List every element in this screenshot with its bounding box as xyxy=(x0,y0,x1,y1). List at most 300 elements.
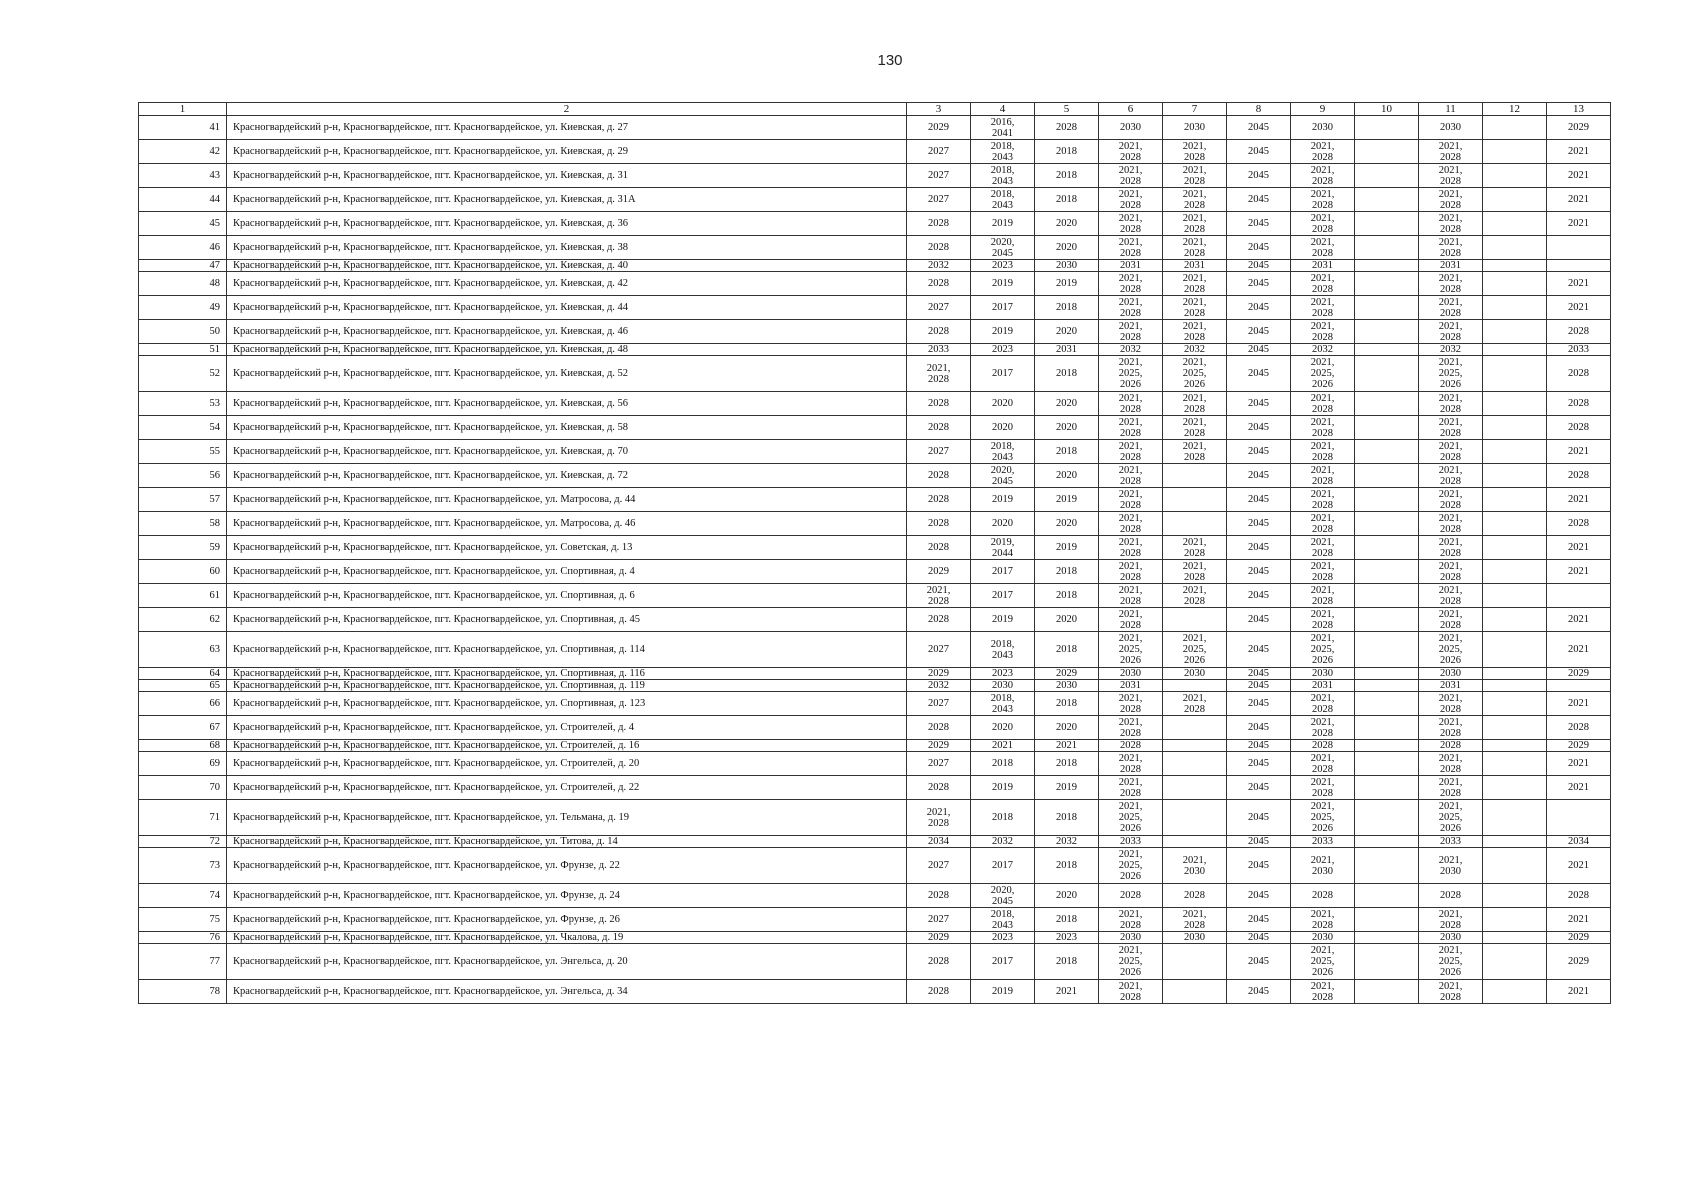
row-number-cell: 53 xyxy=(139,392,227,416)
year-cell xyxy=(1483,236,1547,260)
year-cell: 2019 xyxy=(971,212,1035,236)
year-cell: 2021, 2028 xyxy=(1099,236,1163,260)
year-cell: 2021, 2028 xyxy=(1163,584,1227,608)
year-cell: 2045 xyxy=(1227,668,1291,680)
row-number-cell: 47 xyxy=(139,260,227,272)
year-cell: 2028 xyxy=(1419,884,1483,908)
address-cell: Красногвардейский р-н, Красногвардейское, пгт. Красногвардейское, ул. Киевская, д. 42 xyxy=(227,272,907,296)
row-number-cell: 52 xyxy=(139,356,227,392)
year-cell: 2021, 2025, 2026 xyxy=(1099,356,1163,392)
year-cell: 2018 xyxy=(1035,140,1099,164)
year-cell xyxy=(1483,440,1547,464)
year-cell: 2021, 2028 xyxy=(1291,164,1355,188)
row-number-cell: 58 xyxy=(139,512,227,536)
year-cell: 2021, 2025, 2026 xyxy=(1291,800,1355,836)
year-cell: 2021 xyxy=(1547,272,1611,296)
row-number-cell: 43 xyxy=(139,164,227,188)
year-cell xyxy=(1483,344,1547,356)
year-cell xyxy=(1355,260,1419,272)
year-cell xyxy=(1163,800,1227,836)
year-cell: 2031 xyxy=(1291,680,1355,692)
year-cell xyxy=(1163,608,1227,632)
year-cell: 2021, 2028 xyxy=(1099,188,1163,212)
year-cell xyxy=(1355,680,1419,692)
year-cell: 2031 xyxy=(1035,344,1099,356)
year-cell xyxy=(1483,536,1547,560)
column-header: 11 xyxy=(1419,103,1483,116)
year-cell: 2027 xyxy=(907,140,971,164)
year-cell: 2031 xyxy=(1291,260,1355,272)
year-cell: 2032 xyxy=(1291,344,1355,356)
year-cell: 2021, 2025, 2026 xyxy=(1419,944,1483,980)
year-cell: 2019 xyxy=(971,272,1035,296)
row-number-cell: 42 xyxy=(139,140,227,164)
column-header: 5 xyxy=(1035,103,1099,116)
year-cell: 2045 xyxy=(1227,752,1291,776)
year-cell: 2017 xyxy=(971,944,1035,980)
year-cell: 2021 xyxy=(1547,692,1611,716)
address-cell: Красногвардейский р-н, Красногвардейское, пгт. Красногвардейское, ул. Киевская, д. 56 xyxy=(227,392,907,416)
row-number-cell: 59 xyxy=(139,536,227,560)
year-cell xyxy=(1355,488,1419,512)
year-cell: 2045 xyxy=(1227,800,1291,836)
year-cell xyxy=(1483,164,1547,188)
year-cell: 2045 xyxy=(1227,776,1291,800)
row-number-cell: 78 xyxy=(139,980,227,1004)
year-cell xyxy=(1163,752,1227,776)
year-cell: 2027 xyxy=(907,692,971,716)
year-cell: 2027 xyxy=(907,440,971,464)
year-cell: 2021, 2028 xyxy=(1099,608,1163,632)
year-cell xyxy=(1483,932,1547,944)
year-cell xyxy=(1163,512,1227,536)
year-cell xyxy=(1483,608,1547,632)
year-cell: 2017 xyxy=(971,848,1035,884)
year-cell xyxy=(1163,980,1227,1004)
year-cell xyxy=(1483,776,1547,800)
address-cell: Красногвардейский р-н, Красногвардейское, пгт. Красногвардейское, ул. Матросова, д. 44 xyxy=(227,488,907,512)
year-cell xyxy=(1355,584,1419,608)
year-cell: 2021, 2028 xyxy=(1291,140,1355,164)
table-row xyxy=(139,608,1611,632)
table-row xyxy=(139,944,1611,980)
year-cell: 2021, 2028 xyxy=(907,356,971,392)
year-cell: 2030 xyxy=(1163,932,1227,944)
year-cell xyxy=(1355,716,1419,740)
row-number-cell: 61 xyxy=(139,584,227,608)
year-cell: 2021, 2028 xyxy=(1099,416,1163,440)
year-cell: 2021, 2025, 2026 xyxy=(1419,800,1483,836)
year-cell: 2021, 2028 xyxy=(1163,188,1227,212)
year-cell: 2020 xyxy=(1035,236,1099,260)
year-cell xyxy=(1163,776,1227,800)
year-cell: 2027 xyxy=(907,632,971,668)
year-cell: 2020 xyxy=(971,716,1035,740)
table-row xyxy=(139,512,1611,536)
year-cell: 2020, 2045 xyxy=(971,236,1035,260)
year-cell: 2019 xyxy=(1035,536,1099,560)
year-cell xyxy=(1163,716,1227,740)
year-cell: 2021, 2028 xyxy=(1099,392,1163,416)
year-cell xyxy=(1483,848,1547,884)
row-number-cell: 54 xyxy=(139,416,227,440)
year-cell: 2021, 2028 xyxy=(1291,296,1355,320)
year-cell: 2031 xyxy=(1419,260,1483,272)
year-cell: 2018 xyxy=(1035,188,1099,212)
year-cell xyxy=(1483,908,1547,932)
year-cell: 2018 xyxy=(1035,692,1099,716)
year-cell: 2021, 2028 xyxy=(1419,440,1483,464)
address-cell: Красногвардейский р-н, Красногвардейское, пгт. Красногвардейское, ул. Киевская, д. 44 xyxy=(227,296,907,320)
year-cell xyxy=(1483,836,1547,848)
address-cell: Красногвардейский р-н, Красногвардейское, пгт. Красногвардейское, ул. Фрунзе, д. 22 xyxy=(227,848,907,884)
year-cell xyxy=(1355,464,1419,488)
address-cell: Красногвардейский р-н, Красногвардейское, пгт. Красногвардейское, ул. Матросова, д. 46 xyxy=(227,512,907,536)
address-cell: Красногвардейский р-н, Красногвардейское, пгт. Красногвардейское, ул. Спортивная, д. 116 xyxy=(227,668,907,680)
year-cell: 2023 xyxy=(1035,932,1099,944)
year-cell: 2018, 2043 xyxy=(971,164,1035,188)
row-number-cell: 68 xyxy=(139,740,227,752)
year-cell: 2021, 2028 xyxy=(907,584,971,608)
year-cell: 2045 xyxy=(1227,140,1291,164)
year-cell: 2028 xyxy=(1547,392,1611,416)
year-cell xyxy=(1355,512,1419,536)
table-row xyxy=(139,632,1611,668)
year-cell: 2018, 2043 xyxy=(971,908,1035,932)
year-cell: 2021, 2028 xyxy=(1099,560,1163,584)
row-number-cell: 75 xyxy=(139,908,227,932)
year-cell: 2030 xyxy=(1099,932,1163,944)
row-number-cell: 64 xyxy=(139,668,227,680)
year-cell: 2045 xyxy=(1227,836,1291,848)
year-cell: 2029 xyxy=(1547,944,1611,980)
address-cell: Красногвардейский р-н, Красногвардейское, пгт. Красногвардейское, ул. Спортивная, д. 45 xyxy=(227,608,907,632)
year-cell xyxy=(1483,356,1547,392)
column-header: 1 xyxy=(139,103,227,116)
address-cell: Красногвардейский р-н, Красногвардейское, пгт. Красногвардейское, ул. Киевская, д. 40 xyxy=(227,260,907,272)
address-cell: Красногвардейский р-н, Красногвардейское, пгт. Красногвардейское, ул. Строителей, д. 22 xyxy=(227,776,907,800)
row-number-cell: 77 xyxy=(139,944,227,980)
year-cell: 2045 xyxy=(1227,296,1291,320)
year-cell: 2018 xyxy=(1035,440,1099,464)
year-cell: 2021, 2025, 2026 xyxy=(1419,356,1483,392)
year-cell: 2021, 2028 xyxy=(1099,164,1163,188)
year-cell: 2045 xyxy=(1227,848,1291,884)
year-cell: 2021 xyxy=(1547,980,1611,1004)
column-header: 4 xyxy=(971,103,1035,116)
year-cell: 2045 xyxy=(1227,416,1291,440)
year-cell: 2028 xyxy=(1099,884,1163,908)
year-cell xyxy=(1483,464,1547,488)
year-cell: 2021 xyxy=(971,740,1035,752)
year-cell: 2021, 2028 xyxy=(1419,164,1483,188)
year-cell: 2027 xyxy=(907,188,971,212)
year-cell: 2028 xyxy=(907,236,971,260)
row-number-cell: 62 xyxy=(139,608,227,632)
year-cell: 2021 xyxy=(1547,164,1611,188)
table-row xyxy=(139,272,1611,296)
address-cell: Красногвардейский р-н, Красногвардейское, пгт. Красногвардейское, ул. Киевская, д. 58 xyxy=(227,416,907,440)
year-cell: 2017 xyxy=(971,560,1035,584)
year-cell: 2018 xyxy=(1035,944,1099,980)
year-cell: 2019 xyxy=(971,320,1035,344)
year-cell xyxy=(1483,272,1547,296)
year-cell: 2021, 2028 xyxy=(1291,212,1355,236)
year-cell: 2028 xyxy=(907,512,971,536)
year-cell: 2018 xyxy=(1035,632,1099,668)
column-header: 2 xyxy=(227,103,907,116)
year-cell: 2018 xyxy=(1035,164,1099,188)
year-cell: 2030 xyxy=(1035,680,1099,692)
year-cell: 2021 xyxy=(1547,488,1611,512)
year-cell xyxy=(1355,416,1419,440)
page-number: 130 xyxy=(877,52,903,69)
address-cell: Красногвардейский р-н, Красногвардейское, пгт. Красногвардейское, ул. Спортивная, д. 119 xyxy=(227,680,907,692)
year-cell xyxy=(1355,932,1419,944)
year-cell: 2021 xyxy=(1547,752,1611,776)
year-cell: 2033 xyxy=(907,344,971,356)
year-cell xyxy=(1355,296,1419,320)
year-cell: 2016, 2041 xyxy=(971,116,1035,140)
year-cell: 2021 xyxy=(1547,848,1611,884)
year-cell: 2021 xyxy=(1547,536,1611,560)
address-cell: Красногвардейский р-н, Красногвардейское, пгт. Красногвардейское, ул. Строителей, д. 16 xyxy=(227,740,907,752)
year-cell: 2020, 2045 xyxy=(971,884,1035,908)
table-row xyxy=(139,464,1611,488)
year-cell: 2017 xyxy=(971,356,1035,392)
year-cell: 2021, 2028 xyxy=(1291,464,1355,488)
row-number-cell: 67 xyxy=(139,716,227,740)
address-cell: Красногвардейский р-н, Красногвардейское, пгт. Красногвардейское, ул. Киевская, д. 36 xyxy=(227,212,907,236)
year-cell: 2028 xyxy=(1547,320,1611,344)
year-cell: 2033 xyxy=(1547,344,1611,356)
year-cell: 2030 xyxy=(1419,932,1483,944)
year-cell: 2032 xyxy=(907,260,971,272)
year-cell: 2030 xyxy=(1419,116,1483,140)
year-cell: 2030 xyxy=(1163,116,1227,140)
table-row xyxy=(139,140,1611,164)
year-cell: 2021 xyxy=(1547,296,1611,320)
year-cell: 2029 xyxy=(1035,668,1099,680)
year-cell xyxy=(1483,392,1547,416)
year-cell: 2045 xyxy=(1227,980,1291,1004)
row-number-cell: 51 xyxy=(139,344,227,356)
address-cell: Красногвардейский р-н, Красногвардейское, пгт. Красногвардейское, ул. Спортивная, д. 4 xyxy=(227,560,907,584)
year-cell: 2021, 2028 xyxy=(1291,416,1355,440)
year-cell: 2027 xyxy=(907,164,971,188)
address-cell: Красногвардейский р-н, Красногвардейское, пгт. Красногвардейское, ул. Киевская, д. 38 xyxy=(227,236,907,260)
year-cell: 2021, 2028 xyxy=(1291,188,1355,212)
year-cell xyxy=(1547,584,1611,608)
address-cell: Красногвардейский р-н, Красногвардейское, пгт. Красногвардейское, ул. Спортивная, д. 114 xyxy=(227,632,907,668)
year-cell xyxy=(1483,188,1547,212)
row-number-cell: 55 xyxy=(139,440,227,464)
year-cell: 2021, 2028 xyxy=(1099,320,1163,344)
year-cell: 2045 xyxy=(1227,584,1291,608)
year-cell xyxy=(1355,980,1419,1004)
year-cell: 2021, 2028 xyxy=(1099,908,1163,932)
year-cell: 2029 xyxy=(1547,668,1611,680)
year-cell xyxy=(1355,944,1419,980)
year-cell: 2029 xyxy=(1547,932,1611,944)
year-cell: 2021, 2028 xyxy=(1163,140,1227,164)
year-cell xyxy=(1355,848,1419,884)
year-cell xyxy=(1355,884,1419,908)
year-cell: 2021, 2028 xyxy=(1419,536,1483,560)
year-cell: 2028 xyxy=(1547,512,1611,536)
year-cell: 2017 xyxy=(971,584,1035,608)
address-cell: Красногвардейский р-н, Красногвардейское, пгт. Красногвардейское, ул. Киевская, д. 31 xyxy=(227,164,907,188)
year-cell: 2021, 2028 xyxy=(1099,488,1163,512)
table-row xyxy=(139,188,1611,212)
row-number-cell: 57 xyxy=(139,488,227,512)
year-cell xyxy=(1355,320,1419,344)
year-cell: 2021, 2028 xyxy=(1419,560,1483,584)
year-cell xyxy=(1355,776,1419,800)
table-row xyxy=(139,392,1611,416)
year-cell: 2028 xyxy=(907,212,971,236)
year-cell xyxy=(1483,692,1547,716)
year-cell: 2031 xyxy=(1099,680,1163,692)
year-cell xyxy=(1163,944,1227,980)
table-row xyxy=(139,116,1611,140)
year-cell: 2045 xyxy=(1227,692,1291,716)
year-cell: 2021, 2028 xyxy=(1419,464,1483,488)
year-cell xyxy=(1355,116,1419,140)
year-cell xyxy=(1355,608,1419,632)
year-cell: 2028 xyxy=(907,776,971,800)
year-cell: 2033 xyxy=(1099,836,1163,848)
year-cell xyxy=(1355,800,1419,836)
year-cell: 2018, 2043 xyxy=(971,188,1035,212)
row-number-cell: 70 xyxy=(139,776,227,800)
column-header: 3 xyxy=(907,103,971,116)
year-cell: 2021, 2028 xyxy=(1291,980,1355,1004)
year-cell xyxy=(1355,164,1419,188)
year-cell xyxy=(1355,668,1419,680)
table-row xyxy=(139,680,1611,692)
year-cell: 2018 xyxy=(1035,752,1099,776)
column-header: 8 xyxy=(1227,103,1291,116)
year-cell: 2045 xyxy=(1227,944,1291,980)
table-row xyxy=(139,668,1611,680)
year-cell: 2028 xyxy=(1547,416,1611,440)
year-cell xyxy=(1355,752,1419,776)
year-cell: 2045 xyxy=(1227,272,1291,296)
year-cell: 2021, 2028 xyxy=(1419,752,1483,776)
year-cell: 2018 xyxy=(1035,584,1099,608)
year-cell: 2021, 2030 xyxy=(1163,848,1227,884)
year-cell: 2021, 2028 xyxy=(1419,272,1483,296)
year-cell: 2027 xyxy=(907,908,971,932)
year-cell: 2034 xyxy=(1547,836,1611,848)
table-row xyxy=(139,776,1611,800)
column-header: 12 xyxy=(1483,103,1547,116)
address-cell: Красногвардейский р-н, Красногвардейское, пгт. Красногвардейское, ул. Строителей, д. 4 xyxy=(227,716,907,740)
address-cell: Красногвардейский р-н, Красногвардейское, пгт. Красногвардейское, ул. Тельмана, д. 19 xyxy=(227,800,907,836)
year-cell: 2031 xyxy=(1163,260,1227,272)
year-cell xyxy=(1483,716,1547,740)
address-cell: Красногвардейский р-н, Красногвардейское, пгт. Красногвардейское, ул. Киевская, д. 52 xyxy=(227,356,907,392)
year-cell: 2020 xyxy=(971,416,1035,440)
year-cell: 2045 xyxy=(1227,536,1291,560)
year-cell xyxy=(1355,536,1419,560)
year-cell: 2045 xyxy=(1227,188,1291,212)
table-row xyxy=(139,164,1611,188)
table-row xyxy=(139,752,1611,776)
year-cell xyxy=(1483,488,1547,512)
year-cell: 2028 xyxy=(1547,716,1611,740)
year-cell: 2023 xyxy=(971,260,1035,272)
year-cell: 2021, 2028 xyxy=(1419,776,1483,800)
year-cell: 2029 xyxy=(1547,740,1611,752)
year-cell: 2021, 2028 xyxy=(1291,752,1355,776)
year-cell: 2021, 2028 xyxy=(1291,236,1355,260)
year-cell: 2018 xyxy=(1035,908,1099,932)
year-cell: 2031 xyxy=(1419,680,1483,692)
year-cell xyxy=(1355,272,1419,296)
year-cell: 2021, 2025, 2026 xyxy=(1099,848,1163,884)
row-number-cell: 69 xyxy=(139,752,227,776)
year-cell: 2021, 2028 xyxy=(1163,440,1227,464)
year-cell: 2021, 2028 xyxy=(1291,908,1355,932)
year-cell: 2021 xyxy=(1547,632,1611,668)
table-row xyxy=(139,932,1611,944)
year-cell: 2018 xyxy=(1035,800,1099,836)
year-cell: 2018, 2043 xyxy=(971,632,1035,668)
year-cell: 2021, 2025, 2026 xyxy=(1099,800,1163,836)
year-cell: 2029 xyxy=(907,932,971,944)
year-cell: 2021, 2025, 2026 xyxy=(1291,944,1355,980)
document-table-container xyxy=(138,102,1611,1004)
year-cell: 2021 xyxy=(1547,440,1611,464)
year-cell: 2019 xyxy=(1035,488,1099,512)
year-cell: 2021, 2025, 2026 xyxy=(1163,632,1227,668)
data-table xyxy=(138,102,1611,1004)
year-cell: 2023 xyxy=(971,344,1035,356)
year-cell: 2029 xyxy=(1547,116,1611,140)
year-cell: 2021, 2028 xyxy=(1291,692,1355,716)
table-row xyxy=(139,260,1611,272)
table-body xyxy=(139,116,1611,1004)
year-cell: 2019 xyxy=(971,488,1035,512)
year-cell: 2018 xyxy=(1035,356,1099,392)
year-cell: 2021, 2028 xyxy=(1099,776,1163,800)
year-cell: 2021, 2025, 2026 xyxy=(1163,356,1227,392)
year-cell: 2021 xyxy=(1547,908,1611,932)
year-cell: 2021, 2028 xyxy=(1291,536,1355,560)
year-cell: 2019 xyxy=(971,608,1035,632)
address-cell: Красногвардейский р-н, Красногвардейское, пгт. Красногвардейское, ул. Титова, д. 14 xyxy=(227,836,907,848)
year-cell: 2032 xyxy=(1099,344,1163,356)
address-cell: Красногвардейский р-н, Красногвардейское, пгт. Красногвардейское, ул. Киевская, д. 48 xyxy=(227,344,907,356)
address-cell: Красногвардейский р-н, Красногвардейское, пгт. Красногвардейское, ул. Киевская, д. 27 xyxy=(227,116,907,140)
year-cell: 2021, 2028 xyxy=(1291,440,1355,464)
year-cell: 2028 xyxy=(1419,740,1483,752)
year-cell: 2045 xyxy=(1227,512,1291,536)
year-cell: 2021, 2028 xyxy=(1099,140,1163,164)
year-cell: 2021, 2025, 2026 xyxy=(1291,356,1355,392)
year-cell xyxy=(1547,680,1611,692)
year-cell: 2021, 2028 xyxy=(1163,392,1227,416)
year-cell: 2045 xyxy=(1227,488,1291,512)
year-cell xyxy=(1163,680,1227,692)
year-cell xyxy=(1483,560,1547,584)
year-cell: 2018, 2043 xyxy=(971,140,1035,164)
year-cell: 2032 xyxy=(1419,344,1483,356)
table-row xyxy=(139,296,1611,320)
year-cell: 2021, 2028 xyxy=(1163,692,1227,716)
